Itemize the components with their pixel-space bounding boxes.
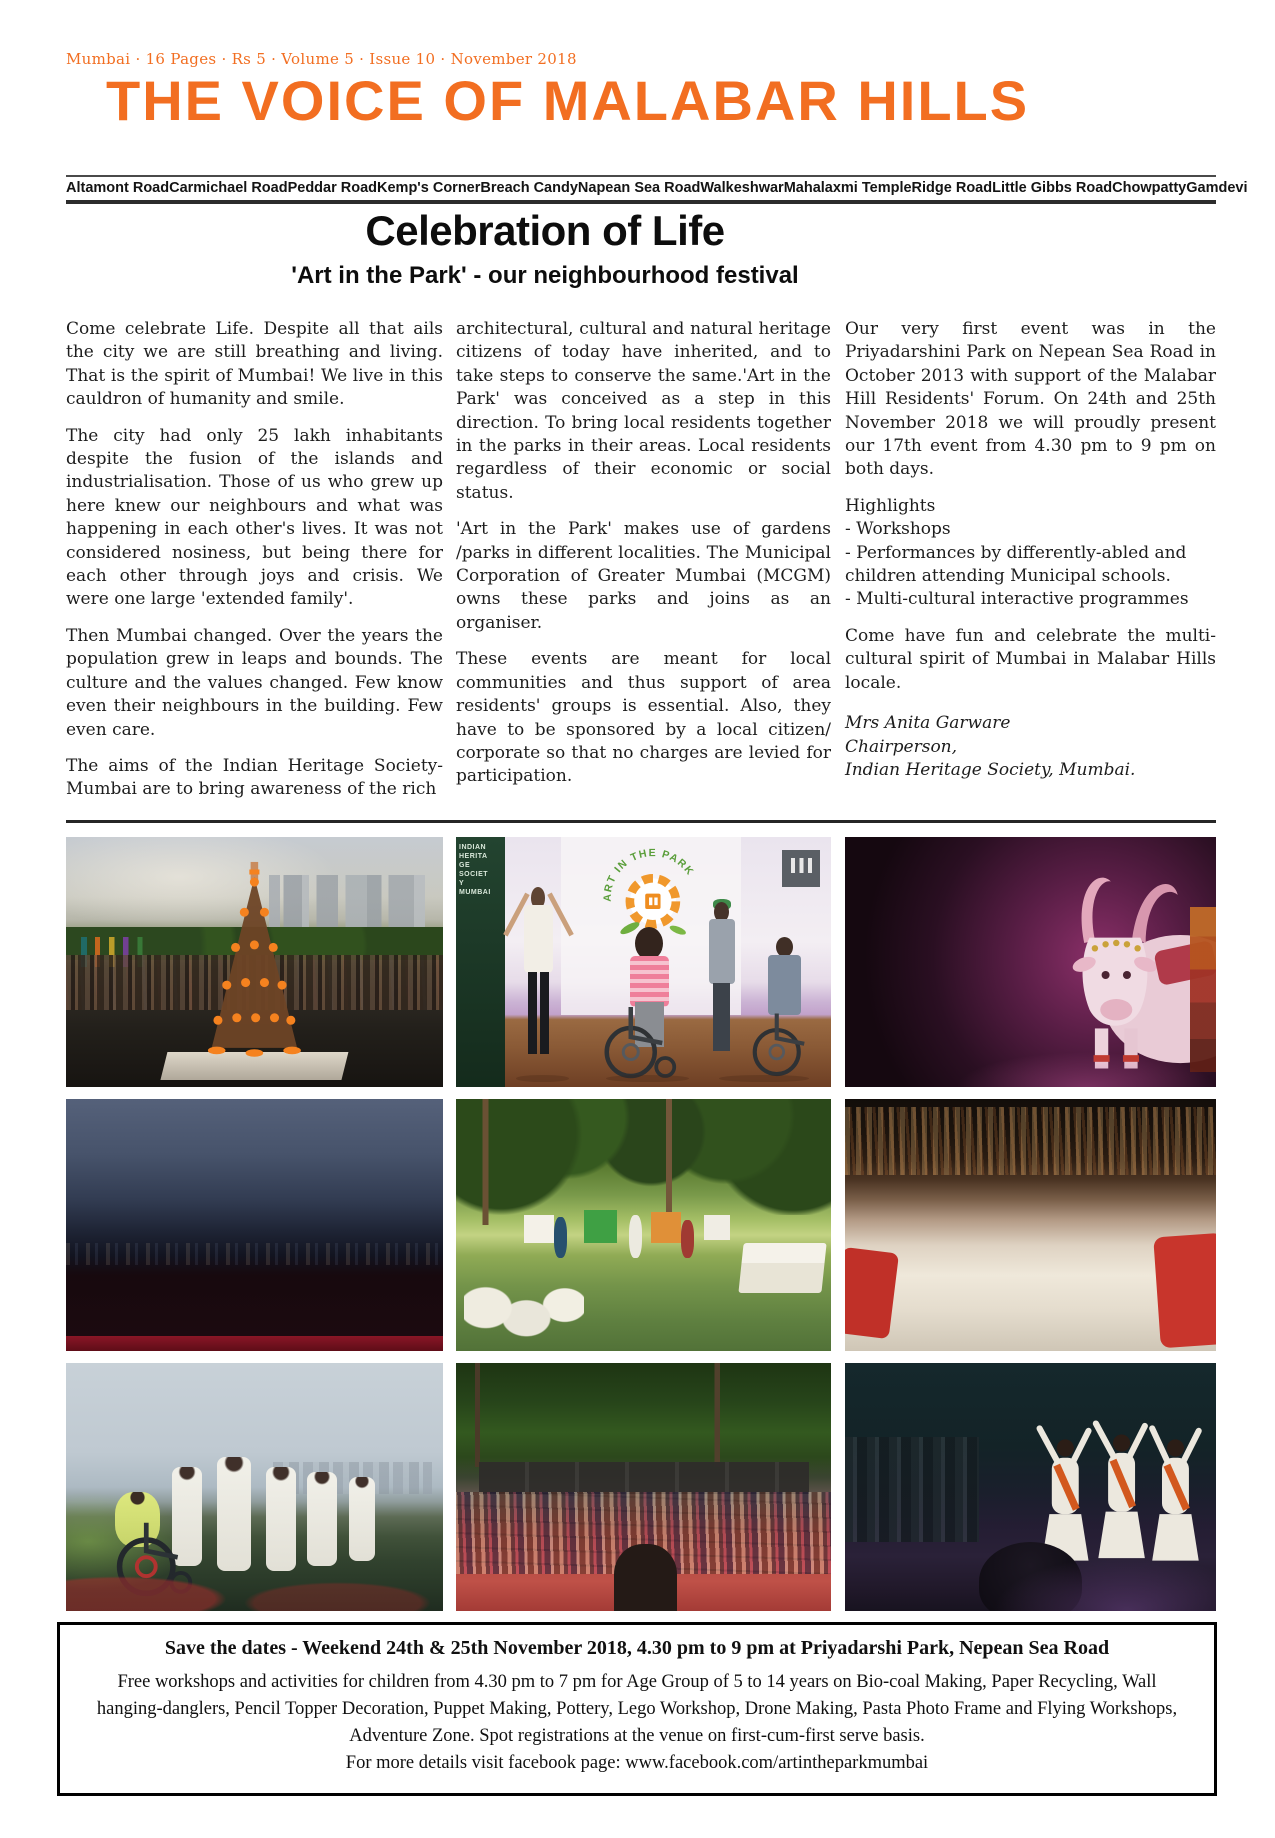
article-column-3 xyxy=(845,318,1216,782)
location-item: Gamdevi xyxy=(1186,180,1248,196)
signature-block xyxy=(845,712,1216,782)
photo-sailor-costume-performance xyxy=(66,1363,443,1611)
floor-shadow xyxy=(516,1075,569,1083)
floor-shadow xyxy=(719,1075,809,1083)
palm-trunks-art xyxy=(456,1099,831,1225)
location-item: Carmichael Road xyxy=(169,180,288,196)
photo-folk-dancers xyxy=(845,1363,1216,1611)
article-column-1 xyxy=(66,318,443,815)
pyramid-art xyxy=(179,855,330,1078)
wheelchair-icon xyxy=(741,997,824,1080)
stage-floor-art xyxy=(66,1571,443,1611)
newspaper-title: THE VOICE OF MALABAR HILLS xyxy=(106,69,1030,132)
photo-pink-costume-performance xyxy=(66,1099,443,1351)
wheelchair-icon xyxy=(591,992,689,1082)
highlight-item: - Multi-cultural interactive programmes xyxy=(845,589,1189,610)
side-banner-art xyxy=(456,837,505,1087)
paragraph: These events are meant for local communities and thus support of area residents' groups is essential. Also, they have to be sponsored by a local citizen/ corporate so that no charges are levied for participation. xyxy=(456,649,831,787)
standing-performer-art xyxy=(704,902,742,1057)
paragraph: 'Art in the Park' makes use of gardens /parks in different localities. The Municipal Corporation of Greater Mumbai (MCGM) owns these parks and joins as an organiser. xyxy=(456,519,831,633)
figure-legs xyxy=(713,983,730,1051)
crowd-art xyxy=(845,1107,1216,1175)
signature-org: Indian Heritage Society, Mumbai. xyxy=(845,759,1136,780)
stage-glow-art xyxy=(956,1052,1216,1087)
sponsor-logo-glyph xyxy=(791,858,812,873)
masthead-rule-top xyxy=(66,175,1216,177)
highlight-item: - Performances by differently-abled and children attending Municipal schools. xyxy=(845,542,1187,587)
location-item: Chowpatty xyxy=(1112,180,1187,196)
location-item: Mahalaxmi Temple xyxy=(783,180,912,196)
location-item: Breach Candy xyxy=(480,180,578,196)
canvas-art xyxy=(704,1215,730,1240)
workshop-details-text: Free workshops and activities for children from 4.30 pm to 7 pm for Age Group of 5 to 14 years on Bio-coal Making, Paper Recycling, Wall hanging-danglers, Pencil Topper Decoration, Puppet Making, Pottery, Lego Workshop, Drone Making, Pasta Photo Frame and Flying Workshops, Adventure Zone. Spot registrations at the venue on first-cum-first serve basis. xyxy=(96,1672,1178,1746)
save-the-dates-box xyxy=(57,1622,1217,1796)
foreground-figure-art xyxy=(614,1544,678,1611)
signature-name: Mrs Anita Garware xyxy=(845,713,1011,734)
red-chair-art xyxy=(845,1247,898,1339)
location-item: Altamont Road xyxy=(66,180,170,196)
paragraph: Come celebrate Life. Despite all that ails the city we are still breathing and living. That is the spirit of Mumbai! We live in this cauldron of humanity and smile. xyxy=(66,319,443,410)
dancers-art xyxy=(971,1393,1216,1572)
location-item: Walkeshwar xyxy=(700,180,784,196)
location-item: Kemp's Corner xyxy=(377,180,481,196)
white-chairs-art xyxy=(464,1280,584,1346)
paragraph: Come have fun and celebrate the multi-cultural spirit of Mumbai in Malabar Hills locale. xyxy=(845,625,1216,693)
purple-floor-glow-art xyxy=(993,1556,1216,1611)
canvas-art xyxy=(524,1215,554,1243)
canvas-art xyxy=(584,1210,618,1243)
photo-park-painting xyxy=(456,1099,831,1351)
performer-art xyxy=(349,1477,375,1561)
photo-decorated-cow xyxy=(845,837,1216,1087)
photo-stage-performance xyxy=(456,837,831,1087)
painter-figure-art xyxy=(629,1215,642,1258)
painter-figure-art xyxy=(554,1217,567,1257)
paragraph: Our very first event was in the Priyadarshini Park on Nepean Sea Road in October 2013 with support of the Malabar Hill Residents' Forum. On 24th and 25th November 2018 we will proudly present our 17th event from 4.30 pm to 9 pm on both days. xyxy=(845,319,1216,480)
paragraph: architectural, cultural and natural heritage citizens of today have inherited, and to take steps to conserve the same.'Art in the Park' was conceived as a step in this direction. To bring local residents together in the parks in their areas. Local residents regardless of their economic or social status. xyxy=(456,319,831,503)
figure-legs xyxy=(528,972,549,1055)
masthead-rule-bottom xyxy=(66,200,1216,204)
highlight-item: - Workshops xyxy=(845,519,951,540)
tree-trunks-art xyxy=(456,1363,831,1467)
audience-silhouette-art xyxy=(845,1437,979,1541)
costumed-figures-art xyxy=(1190,907,1216,1072)
article-subheadline: 'Art in the Park' - our neighbourhood festival xyxy=(291,262,799,289)
paragraph: The city had only 25 lakh inhabitants despite the fusion of the islands and industrialisation. Those of us who grew up here knew our neighbours and what was happening in each other's lives. It was not considered nosiness, but being there for each other through joys and crisis. We were one large 'extended family'. xyxy=(66,425,443,610)
supply-table-art xyxy=(738,1243,826,1293)
article-header xyxy=(66,207,1024,290)
standing-girl-art xyxy=(512,887,565,1067)
banner-arc-text: ART IN THE PARK xyxy=(601,846,697,902)
performer-art xyxy=(307,1472,337,1566)
location-item: Little Gibbs Road xyxy=(992,180,1113,196)
red-chair-art xyxy=(1153,1233,1216,1349)
sponsor-logo-art xyxy=(782,850,820,888)
location-item: Peddar Road xyxy=(287,180,378,196)
photo-human-pyramid xyxy=(66,837,443,1087)
side-banner-text: INDIAN HERITAGE SOCIETY MUMBAI xyxy=(459,844,491,896)
highlights-title: Highlights xyxy=(845,495,936,516)
painter-figure-art xyxy=(681,1220,694,1258)
performer-art xyxy=(266,1467,296,1571)
performer-art xyxy=(217,1457,251,1571)
stage-floor-art xyxy=(66,1336,443,1351)
cow-figure-art xyxy=(956,852,1216,1082)
craft-supplies-art xyxy=(875,1240,1187,1316)
article-headline: Celebration of Life xyxy=(365,207,725,254)
exhibition-panels-art xyxy=(479,1462,809,1494)
canvas-art xyxy=(651,1212,681,1242)
signature-role: Chairperson, xyxy=(845,736,958,757)
article-column-2 xyxy=(456,318,831,802)
figure-torso xyxy=(709,919,735,984)
photo-craft-tables xyxy=(845,1099,1216,1351)
locations-strip xyxy=(66,180,1248,196)
children-art xyxy=(845,1170,1216,1236)
section-divider-rule xyxy=(66,820,1216,823)
facebook-info-line: For more details visit facebook page: www.facebook.com/artintheparkmumbai xyxy=(345,1753,929,1773)
location-item: Napean Sea Road xyxy=(577,180,701,196)
location-item: Ridge Road xyxy=(911,180,993,196)
paragraph: The aims of the Indian Heritage Society-Mumbai are to bring awareness of the rich xyxy=(66,755,443,800)
figure-torso xyxy=(524,905,553,973)
save-the-dates-line: Save the dates - Weekend 24th & 25th November 2018, 4.30 pm to 9 pm at Priyadarshi Park, Nepean Sea Road xyxy=(164,1637,1110,1659)
performers-art xyxy=(66,1260,443,1336)
issue-meta-line: Mumbai · 16 Pages · Rs 5 · Volume 5 · Issue 10 · November 2018 xyxy=(66,50,577,68)
photo-audience-under-trees xyxy=(456,1363,831,1611)
paragraph: Then Mumbai changed. Over the years the population grew in leaps and bounds. The culture and the values changed. Few know even their neighbours in the building. Few even care. xyxy=(66,625,443,740)
floor-shadow xyxy=(606,1075,689,1083)
